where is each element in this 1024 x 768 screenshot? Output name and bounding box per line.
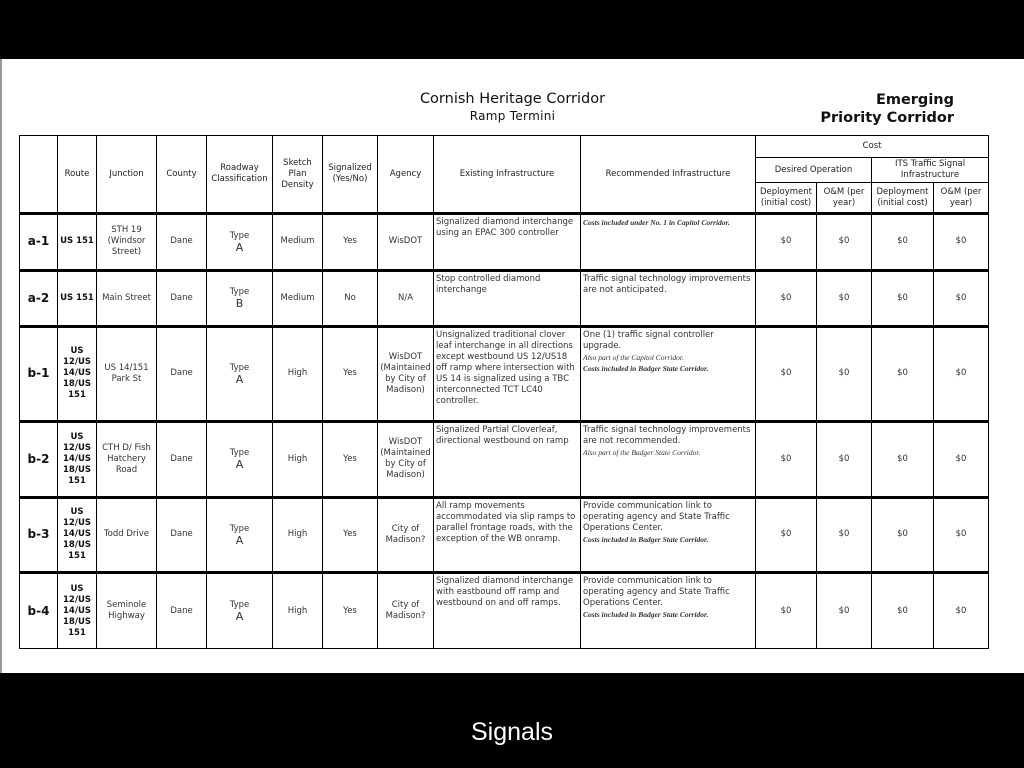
- density-cell: High: [273, 421, 323, 497]
- route-cell: US 12/US 14/US 18/US 151: [58, 573, 97, 649]
- route-cell: US 12/US 14/US 18/US 151: [58, 497, 97, 573]
- header-existing: Existing Infrastructure: [434, 136, 581, 214]
- deployment-cost-cell: $0: [756, 497, 817, 573]
- row-id: b-4: [20, 573, 58, 649]
- header-junction: Junction: [97, 136, 157, 214]
- signalized-cell: Yes: [323, 214, 378, 271]
- classification-cell: [207, 573, 273, 649]
- header-county: County: [157, 136, 207, 214]
- classification-letter: A: [235, 372, 244, 386]
- existing-infrastructure-cell: All ramp movements accommodated via slip ramps to parallel frontage roads, with the exception of the WB onramp.: [434, 497, 581, 573]
- density-cell: High: [273, 327, 323, 422]
- deployment-cost-cell: $0: [756, 573, 817, 649]
- header-classification: Roadway Classification: [207, 136, 273, 214]
- county-cell: Dane: [157, 573, 207, 649]
- its-deployment-cost-cell: $0: [872, 573, 934, 649]
- signalized-cell: Yes: [323, 327, 378, 422]
- agency-cell: City of Madison?: [378, 497, 434, 573]
- route-cell: US 151: [58, 270, 97, 327]
- agency-cell: WisDOT (Maintained by City of Madison): [378, 327, 434, 422]
- signalized-cell: Yes: [323, 497, 378, 573]
- row-id: a-1: [20, 214, 58, 271]
- recommended-infrastructure-cell: [581, 421, 756, 497]
- header-deployment: Deployment (initial cost): [872, 183, 934, 214]
- classification-cell: [207, 497, 273, 573]
- agency-cell: N/A: [378, 270, 434, 327]
- classification-type: Type: [229, 362, 250, 373]
- its-om-cost-cell: $0: [934, 497, 989, 573]
- density-cell: Medium: [273, 214, 323, 271]
- signalized-cell: No: [323, 270, 378, 327]
- route-cell: US 12/US 14/US 18/US 151: [58, 421, 97, 497]
- recommendation-text: Provide communication link to operating agency and State Traffic Operations Center.: [583, 500, 730, 533]
- density-cell: High: [273, 573, 323, 649]
- recommended-infrastructure-cell: [581, 327, 756, 422]
- agency-cell: City of Madison?: [378, 573, 434, 649]
- classification-cell: [207, 327, 273, 422]
- classification-type: Type: [229, 600, 250, 611]
- header-signalized: Signalized (Yes/No): [323, 136, 378, 214]
- recommendation-text: Provide communication link to operating agency and State Traffic Operations Center.: [583, 576, 730, 609]
- deployment-cost-cell: $0: [756, 421, 817, 497]
- om-cost-cell: $0: [817, 214, 872, 271]
- header-desired-operation: Desired Operation: [756, 158, 872, 183]
- junction-cell: US 14/151 Park St: [97, 327, 157, 422]
- header-recommended: Recommended Infrastructure: [581, 136, 756, 214]
- its-deployment-cost-cell: $0: [872, 327, 934, 422]
- table-row: [20, 497, 989, 573]
- table-row: [20, 270, 989, 327]
- recommended-infrastructure-cell: [581, 497, 756, 573]
- agency-cell: WisDOT (Maintained by City of Madison): [378, 421, 434, 497]
- row-id: a-2: [20, 270, 58, 327]
- classification-letter: A: [235, 458, 244, 472]
- recommendation-text: One (1) traffic signal controller upgrade.: [583, 330, 714, 352]
- priority-label-line1: Emerging: [875, 92, 954, 108]
- recommendation-note: Also part of the Capitol Corridor.: [583, 353, 684, 363]
- recommendation-cost-note: Costs included in Badger State Corridor.: [583, 364, 709, 374]
- table-row: [20, 421, 989, 497]
- county-cell: Dane: [157, 327, 207, 422]
- density-cell: High: [273, 497, 323, 573]
- its-om-cost-cell: $0: [934, 214, 989, 271]
- recommendation-text: Traffic signal technology improvements are not anticipated.: [583, 273, 751, 295]
- its-om-cost-cell: $0: [934, 327, 989, 422]
- classification-type: Type: [229, 287, 250, 298]
- classification-cell: [207, 214, 273, 271]
- header-om: O&M (per year): [817, 183, 872, 214]
- deployment-cost-cell: $0: [756, 270, 817, 327]
- existing-infrastructure-cell: Signalized diamond interchange with eastbound off ramp and westbound on and off ramps.: [434, 573, 581, 649]
- county-cell: Dane: [157, 421, 207, 497]
- classification-type: Type: [229, 448, 250, 459]
- recommendation-cost-note: Costs included under No. 1 in Capitol Corridor.: [583, 218, 730, 227]
- classification-type: Type: [229, 230, 250, 241]
- header-its-infrastructure: ITS Traffic Signal Infrastructure: [872, 158, 989, 183]
- recommended-infrastructure-cell: [581, 270, 756, 327]
- header-om: O&M (per year): [934, 183, 989, 214]
- classification-letter: A: [235, 610, 244, 624]
- its-deployment-cost-cell: $0: [872, 214, 934, 271]
- its-deployment-cost-cell: $0: [872, 497, 934, 573]
- title-block: [380, 90, 645, 124]
- classification-letter: A: [235, 533, 244, 547]
- junction-cell: Seminole Highway: [97, 573, 157, 649]
- route-cell: US 12/US 14/US 18/US 151: [58, 327, 97, 422]
- classification-letter: A: [235, 240, 244, 254]
- density-cell: Medium: [273, 270, 323, 327]
- om-cost-cell: $0: [817, 497, 872, 573]
- classification-type: Type: [229, 523, 250, 534]
- recommendation-cost-note: Costs included in Badger State Corridor.: [583, 610, 709, 620]
- recommended-infrastructure-cell: [581, 214, 756, 271]
- row-id: b-3: [20, 497, 58, 573]
- slide-edge: [0, 59, 2, 673]
- header-route: Route: [58, 136, 97, 214]
- classification-cell: [207, 270, 273, 327]
- existing-infrastructure-cell: Signalized diamond interchange using an EPAC 300 controller: [434, 214, 581, 271]
- junction-cell: Todd Drive: [97, 497, 157, 573]
- classification-cell: [207, 421, 273, 497]
- ramp-termini-table: [19, 135, 989, 649]
- om-cost-cell: $0: [817, 270, 872, 327]
- header-agency: Agency: [378, 136, 434, 214]
- om-cost-cell: $0: [817, 421, 872, 497]
- recommendation-note: Also part of the Badger State Corridor.: [583, 447, 701, 457]
- row-id: b-2: [20, 421, 58, 497]
- deployment-cost-cell: $0: [756, 327, 817, 422]
- slide-caption: Signals: [471, 718, 553, 746]
- its-deployment-cost-cell: $0: [872, 421, 934, 497]
- existing-infrastructure-cell: Stop controlled diamond interchange: [434, 270, 581, 327]
- priority-label: [820, 91, 954, 127]
- recommended-infrastructure-cell: [581, 573, 756, 649]
- classification-letter: B: [235, 297, 244, 311]
- slide: [0, 59, 1024, 673]
- recommendation-text: Traffic signal technology improvements are not recommended.: [583, 424, 751, 446]
- table-row: [20, 573, 989, 649]
- table-row: [20, 214, 989, 271]
- signalized-cell: Yes: [323, 573, 378, 649]
- its-deployment-cost-cell: $0: [872, 270, 934, 327]
- priority-label-line2: Priority Corridor: [820, 110, 954, 126]
- county-cell: Dane: [157, 214, 207, 271]
- slide-title: Cornish Heritage Corridor: [419, 91, 606, 107]
- junction-cell: CTH D/ Fish Hatchery Road: [97, 421, 157, 497]
- header-row-id: [20, 136, 58, 214]
- signalized-cell: Yes: [323, 421, 378, 497]
- om-cost-cell: $0: [817, 573, 872, 649]
- its-om-cost-cell: $0: [934, 421, 989, 497]
- route-cell: US 151: [58, 214, 97, 271]
- existing-infrastructure-cell: Signalized Partial Cloverleaf, directional westbound on ramp: [434, 421, 581, 497]
- om-cost-cell: $0: [817, 327, 872, 422]
- county-cell: Dane: [157, 270, 207, 327]
- junction-cell: Main Street: [97, 270, 157, 327]
- its-om-cost-cell: $0: [934, 573, 989, 649]
- its-om-cost-cell: $0: [934, 270, 989, 327]
- agency-cell: WisDOT: [378, 214, 434, 271]
- table-row: [20, 327, 989, 422]
- county-cell: Dane: [157, 497, 207, 573]
- junction-cell: STH 19 (Windsor Street): [97, 214, 157, 271]
- header-cost: Cost: [756, 136, 989, 158]
- header-deployment: Deployment (initial cost): [756, 183, 817, 214]
- existing-infrastructure-cell: Unsignalized traditional clover leaf interchange in all directions except westbound US 12/US18 off ramp where intersection with US 14 is signalized using a TBC interconnected TCT LC40 controller.: [434, 327, 581, 422]
- header-density: Sketch Plan Density: [273, 136, 323, 214]
- deployment-cost-cell: $0: [756, 214, 817, 271]
- slide-subtitle: Ramp Termini: [469, 109, 556, 123]
- row-id: b-1: [20, 327, 58, 422]
- recommendation-cost-note: Costs included in Badger State Corridor.: [583, 534, 709, 544]
